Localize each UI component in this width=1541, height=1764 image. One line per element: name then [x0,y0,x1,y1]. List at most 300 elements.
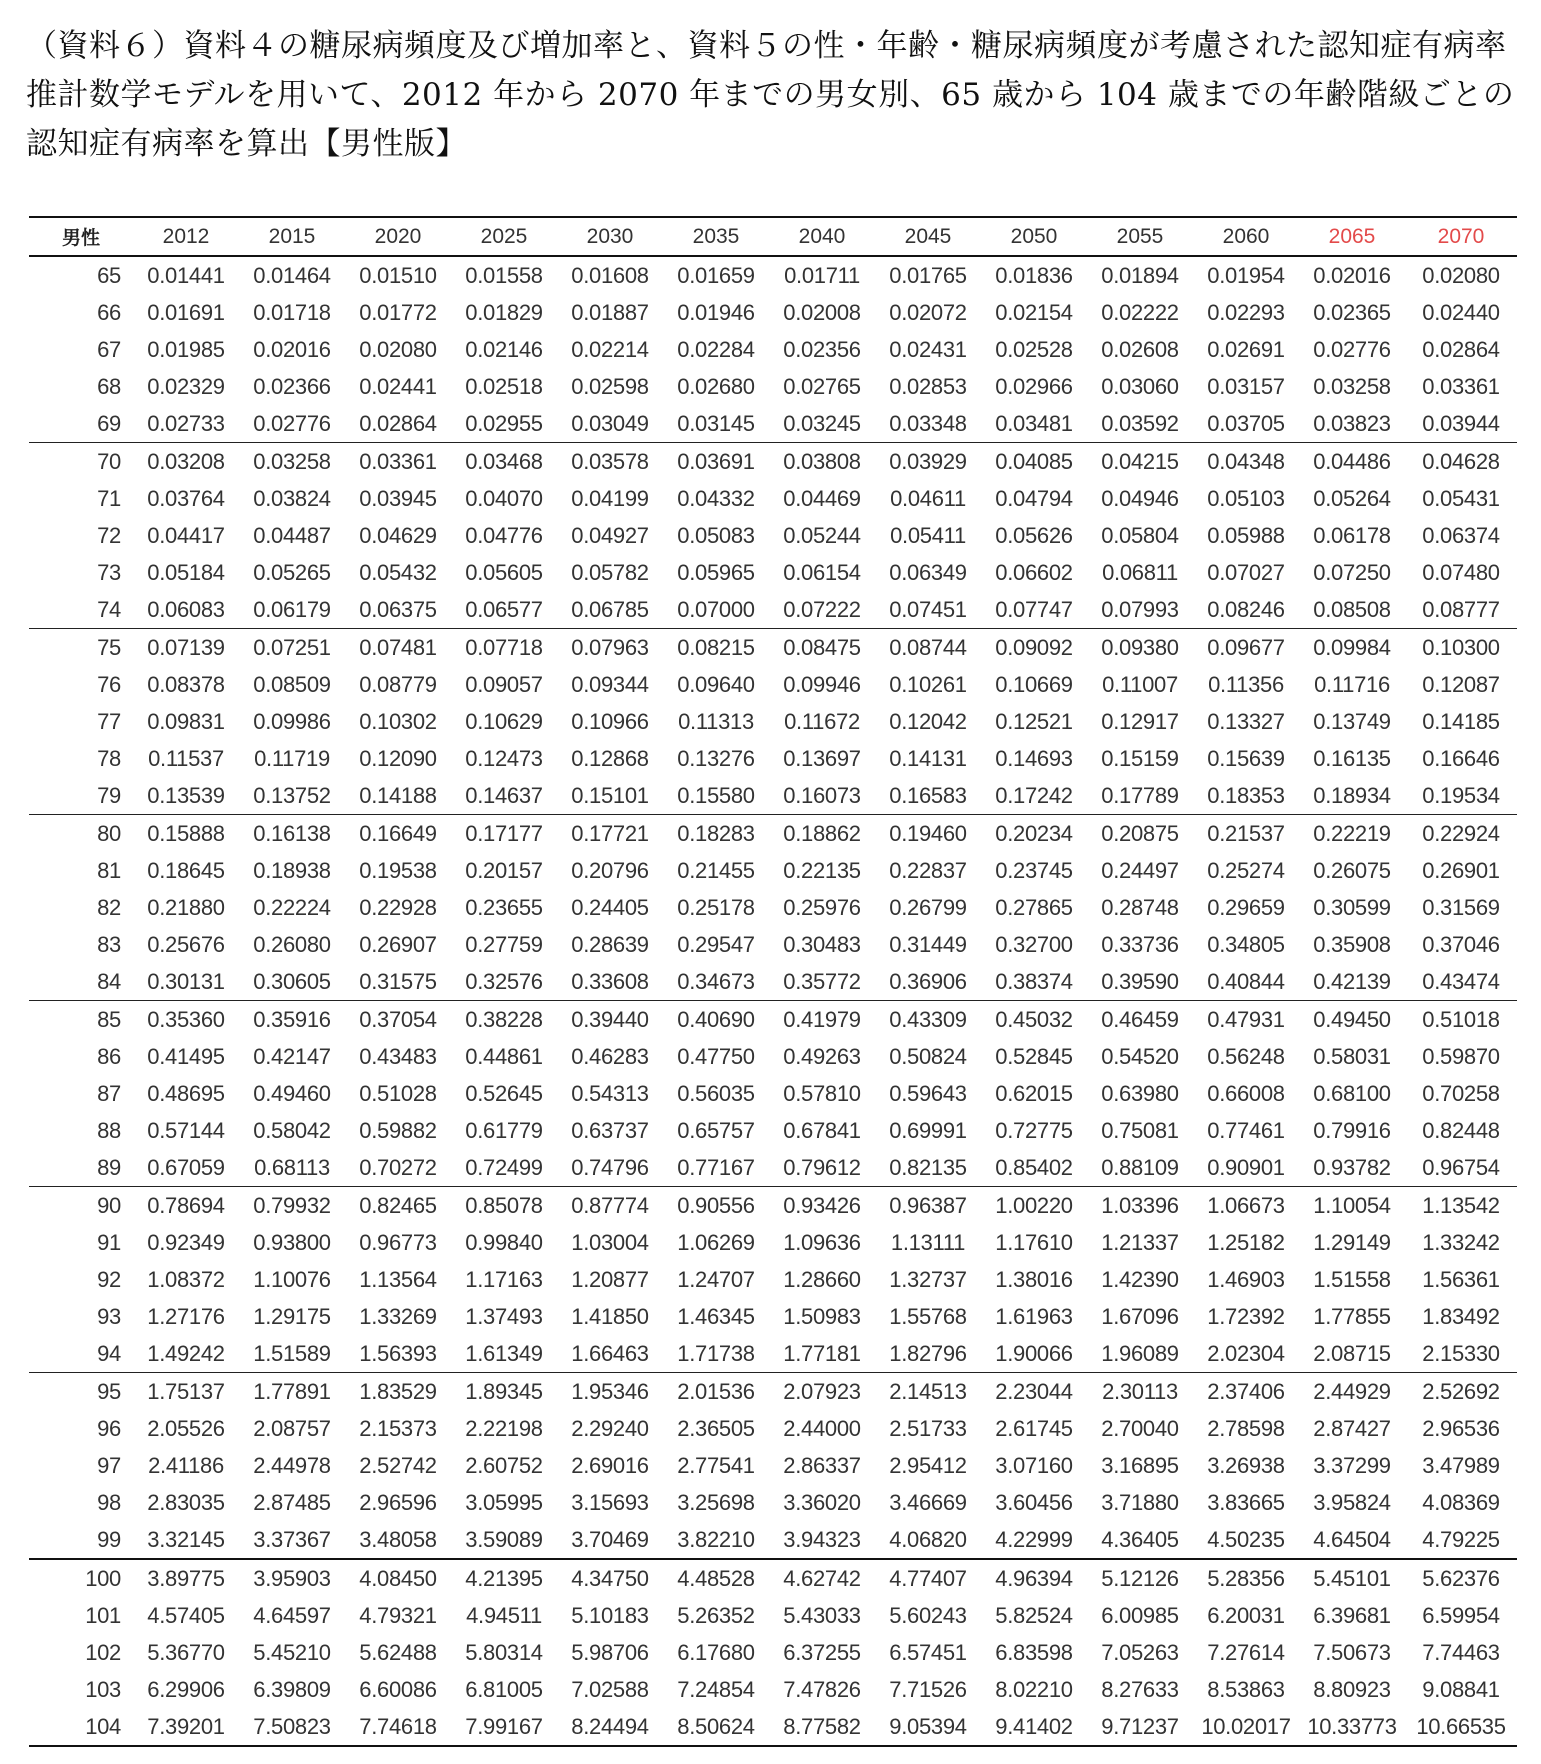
value-cell: 0.13752 [253,782,331,808]
value-cell: 0.06811 [1102,559,1178,585]
value-cell: 0.03944 [1422,410,1500,436]
year-header-2035: 2035 [663,217,769,256]
value-cell: 3.94323 [783,1526,861,1552]
value-cell: 2.15373 [359,1415,437,1441]
value-cell: 1.61963 [995,1303,1073,1329]
value-cell: 2.77541 [677,1452,755,1478]
value-cell: 10.33773 [1299,1708,1405,1746]
age-cell: 88 [97,1117,121,1143]
age-cell: 80 [29,815,133,853]
value-cell: 0.03361 [1422,373,1500,399]
value-cell: 0.49263 [783,1043,861,1069]
value-cell: 0.44861 [465,1043,543,1069]
value-cell: 5.36770 [147,1639,225,1665]
value-cell: 0.01659 [677,262,755,288]
value-cell: 1.09636 [783,1229,861,1255]
value-cell: 0.66008 [1207,1080,1285,1106]
value-cell: 3.26938 [1207,1452,1285,1478]
value-cell: 0.96387 [875,1187,981,1225]
value-cell: 0.88109 [1101,1154,1179,1180]
value-cell: 2.87427 [1313,1415,1391,1441]
table-row [29,256,1517,294]
value-cell: 0.09640 [677,671,755,697]
value-cell: 0.19460 [875,815,981,853]
value-cell: 0.11719 [254,745,330,771]
table-row [29,1001,1517,1039]
value-cell: 0.74796 [571,1154,649,1180]
value-cell: 0.04332 [677,485,755,511]
value-cell: 0.72499 [465,1154,543,1180]
year-header-2065: 2065 [1299,217,1405,256]
value-cell: 0.04946 [1101,485,1179,511]
value-cell: 4.64504 [1313,1526,1391,1552]
value-cell: 0.06179 [253,596,331,622]
value-cell: 4.34750 [557,1559,663,1597]
value-cell: 7.39201 [133,1708,239,1746]
table-row [29,1335,1517,1373]
value-cell: 0.07963 [557,629,663,667]
value-cell: 0.14693 [995,745,1073,771]
value-cell: 0.79932 [239,1187,345,1225]
value-cell: 0.17242 [995,782,1073,808]
value-cell: 2.52692 [1405,1373,1517,1411]
value-cell: 9.41402 [981,1708,1087,1746]
value-cell: 2.44000 [783,1415,861,1441]
value-cell: 4.36405 [1101,1526,1179,1552]
age-cell: 67 [97,336,121,362]
age-cell: 91 [97,1229,121,1255]
value-cell: 0.92349 [147,1229,225,1255]
value-cell: 1.33269 [359,1303,437,1329]
age-cell: 75 [29,629,133,667]
value-cell: 8.53863 [1207,1676,1285,1702]
value-cell: 0.02608 [1101,336,1179,362]
value-cell: 5.43033 [783,1602,861,1628]
value-cell: 0.67841 [783,1117,861,1143]
value-cell: 1.33242 [1422,1229,1500,1255]
value-cell: 0.11537 [148,745,224,771]
value-cell: 0.22924 [1405,815,1517,853]
table-row [29,1410,1517,1447]
value-cell: 0.01464 [253,262,331,288]
value-cell: 3.95903 [239,1559,345,1597]
table-row [29,740,1517,777]
value-cell: 5.28356 [1193,1559,1299,1597]
value-cell: 4.08369 [1422,1489,1500,1515]
table-row [29,777,1517,815]
value-cell: 0.02016 [1313,262,1391,288]
value-cell: 0.13327 [1207,708,1285,734]
value-cell: 0.07480 [1422,559,1500,585]
age-cell: 82 [97,894,121,920]
table-row [29,1112,1517,1149]
value-cell: 0.01954 [1207,262,1285,288]
table-row [29,1671,1517,1708]
value-cell: 0.02680 [677,373,755,399]
value-cell: 0.30599 [1313,894,1391,920]
year-header-2015: 2015 [239,217,345,256]
value-cell: 7.47826 [783,1676,861,1702]
value-cell: 0.03481 [995,410,1073,436]
value-cell: 0.02853 [889,373,967,399]
table-row [29,1521,1517,1559]
value-cell: 0.05965 [677,559,755,585]
value-cell: 3.25698 [677,1489,755,1515]
age-cell: 100 [29,1559,133,1597]
value-cell: 0.08215 [663,629,769,667]
value-cell: 0.04417 [147,522,225,548]
value-cell: 0.41495 [147,1043,225,1069]
value-cell: 0.13276 [677,745,755,771]
value-cell: 1.56393 [359,1340,437,1366]
value-cell: 0.85402 [995,1154,1073,1180]
value-cell: 0.03208 [133,443,239,481]
value-cell: 0.35908 [1313,931,1391,957]
value-cell: 0.03361 [345,443,451,481]
value-cell: 0.02765 [783,373,861,399]
value-cell: 0.06349 [889,559,967,585]
value-cell: 0.08509 [253,671,331,697]
value-cell: 4.96394 [981,1559,1087,1597]
value-cell: 0.40844 [1207,968,1285,994]
value-cell: 0.05782 [571,559,649,585]
value-cell: 0.01985 [147,336,225,362]
value-cell: 0.17789 [1101,782,1179,808]
corner-label: 男性 [29,217,133,256]
value-cell: 0.01608 [571,262,649,288]
value-cell: 0.01772 [359,299,437,325]
value-cell: 0.03691 [663,443,769,481]
value-cell: 1.77855 [1313,1303,1391,1329]
age-cell: 77 [97,708,121,734]
value-cell: 0.87774 [557,1187,663,1225]
value-cell: 0.04611 [890,485,966,511]
value-cell: 0.01836 [995,262,1073,288]
value-cell: 0.18645 [147,857,225,883]
value-cell: 0.54313 [571,1080,649,1106]
value-cell: 1.61349 [465,1340,543,1366]
value-cell: 0.21537 [1193,815,1299,853]
age-cell: 66 [97,299,121,325]
value-cell: 8.24494 [557,1708,663,1746]
value-cell: 0.02080 [1422,262,1500,288]
value-cell: 0.51018 [1405,1001,1517,1039]
age-cell: 95 [29,1373,133,1411]
year-header-2060: 2060 [1193,217,1299,256]
value-cell: 0.03245 [783,410,861,436]
value-cell: 0.30605 [253,968,331,994]
value-cell: 0.34805 [1207,931,1285,957]
value-cell: 6.83598 [995,1639,1073,1665]
age-cell: 86 [97,1043,121,1069]
age-cell: 97 [97,1452,121,1478]
value-cell: 0.02431 [889,336,967,362]
age-cell: 101 [85,1602,121,1628]
value-cell: 7.99167 [451,1708,557,1746]
value-cell: 7.24854 [677,1676,755,1702]
value-cell: 0.99840 [465,1229,543,1255]
age-cell: 102 [85,1639,121,1665]
value-cell: 0.04927 [571,522,649,548]
age-cell: 78 [97,745,121,771]
value-cell: 0.04469 [783,485,861,511]
age-cell: 70 [29,443,133,481]
value-cell: 0.82465 [345,1187,451,1225]
value-cell: 0.02955 [465,410,543,436]
age-cell: 92 [97,1266,121,1292]
age-cell: 65 [97,262,121,288]
value-cell: 6.39681 [1313,1602,1391,1628]
value-cell: 0.06375 [359,596,437,622]
value-cell: 0.02080 [359,336,437,362]
value-cell: 2.70040 [1101,1415,1179,1441]
value-cell: 0.04628 [1405,443,1517,481]
prevalence-table [29,216,1517,1747]
value-cell: 0.14188 [359,782,437,808]
value-cell: 3.46669 [889,1489,967,1515]
value-cell: 2.22198 [465,1415,543,1441]
table-row [29,331,1517,368]
header-row [29,217,1517,256]
value-cell: 1.37493 [465,1303,543,1329]
value-cell: 3.70469 [571,1526,649,1552]
value-cell: 1.27176 [147,1303,225,1329]
value-cell: 0.57810 [783,1080,861,1106]
value-cell: 1.13542 [1405,1187,1517,1225]
value-cell: 5.62376 [1405,1559,1517,1597]
value-cell: 0.11672 [784,708,860,734]
value-cell: 0.15159 [1101,745,1179,771]
value-cell: 0.10300 [1405,629,1517,667]
value-cell: 0.42139 [1313,968,1391,994]
value-cell: 0.39590 [1101,968,1179,994]
value-cell: 1.32737 [889,1266,967,1292]
value-cell: 0.22219 [1299,815,1405,853]
value-cell: 4.79225 [1422,1526,1500,1552]
value-cell: 0.50824 [889,1043,967,1069]
value-cell: 0.03578 [557,443,663,481]
table-row [29,1597,1517,1634]
value-cell: 6.29906 [147,1676,225,1702]
value-cell: 0.05626 [995,522,1073,548]
table-row [29,629,1517,667]
value-cell: 2.23044 [981,1373,1087,1411]
value-cell: 0.26799 [889,894,967,920]
value-cell: 4.94511 [466,1602,542,1628]
value-cell: 0.03823 [1313,410,1391,436]
value-cell: 0.65757 [677,1117,755,1143]
value-cell: 2.14513 [875,1373,981,1411]
table-row [29,852,1517,889]
age-cell: 93 [97,1303,121,1329]
value-cell: 5.80314 [465,1639,543,1665]
value-cell: 1.20877 [571,1266,649,1292]
value-cell: 0.06154 [783,559,861,585]
value-cell: 0.01946 [677,299,755,325]
value-cell: 8.27633 [1101,1676,1179,1702]
value-cell: 0.07718 [451,629,557,667]
value-cell: 0.03348 [889,410,967,436]
value-cell: 6.39809 [253,1676,331,1702]
value-cell: 1.89345 [451,1373,557,1411]
value-cell: 5.10183 [571,1602,649,1628]
value-cell: 1.06673 [1193,1187,1299,1225]
value-cell: 0.79916 [1313,1117,1391,1143]
value-cell: 0.85078 [451,1187,557,1225]
value-cell: 0.03157 [1207,373,1285,399]
value-cell: 0.11007 [1102,671,1178,697]
value-cell: 3.48058 [359,1526,437,1552]
value-cell: 2.44978 [253,1452,331,1478]
table-row [29,368,1517,405]
table-row [29,554,1517,591]
value-cell: 0.03824 [253,485,331,511]
value-cell: 0.79612 [783,1154,861,1180]
value-cell: 0.04486 [1299,443,1405,481]
value-cell: 1.95346 [557,1373,663,1411]
value-cell: 0.10629 [465,708,543,734]
value-cell: 0.77461 [1207,1117,1285,1143]
value-cell: 0.59870 [1422,1043,1500,1069]
value-cell: 0.03145 [677,410,755,436]
value-cell: 1.21337 [1101,1229,1179,1255]
value-cell: 0.46283 [571,1043,649,1069]
value-cell: 1.67096 [1101,1303,1179,1329]
value-cell: 0.59643 [889,1080,967,1106]
value-cell: 0.82135 [889,1154,967,1180]
value-cell: 0.02222 [1101,299,1179,325]
value-cell: 3.37299 [1313,1452,1391,1478]
age-cell: 90 [29,1187,133,1225]
value-cell: 0.09677 [1193,629,1299,667]
value-cell: 4.57405 [147,1602,225,1628]
value-cell: 0.19538 [359,857,437,883]
age-cell: 85 [29,1001,133,1039]
value-cell: 0.12917 [1101,708,1179,734]
value-cell: 0.16138 [239,815,345,853]
value-cell: 6.57451 [889,1639,967,1665]
value-cell: 0.58042 [253,1117,331,1143]
value-cell: 1.56361 [1422,1266,1500,1292]
value-cell: 0.11356 [1208,671,1284,697]
value-cell: 0.19534 [1422,782,1500,808]
value-cell: 0.15580 [677,782,755,808]
value-cell: 0.32576 [465,968,543,994]
value-cell: 0.04199 [571,485,649,511]
value-cell: 3.60456 [995,1489,1073,1515]
value-cell: 0.68113 [254,1154,330,1180]
value-cell: 2.87485 [253,1489,331,1515]
value-cell: 0.33608 [571,968,649,994]
value-cell: 1.17163 [465,1266,543,1292]
value-cell: 1.77181 [783,1340,861,1366]
value-cell: 0.03929 [875,443,981,481]
value-cell: 1.24707 [677,1266,755,1292]
table-row [29,1149,1517,1187]
value-cell: 3.15693 [571,1489,649,1515]
value-cell: 3.82210 [677,1526,755,1552]
value-cell: 4.08450 [345,1559,451,1597]
value-cell: 3.95824 [1313,1489,1391,1515]
table-row [29,1373,1517,1411]
table-row [29,1447,1517,1484]
value-cell: 0.07027 [1207,559,1285,585]
age-cell: 79 [97,782,121,808]
value-cell: 0.28639 [571,931,649,957]
value-cell: 0.07747 [995,596,1073,622]
value-cell: 2.36505 [677,1415,755,1441]
value-cell: 3.16895 [1101,1452,1179,1478]
value-cell: 0.22837 [889,857,967,883]
document-title: （資料６）資料４の糖尿病頻度及び増加率と、資料５の性・年齢・糖尿病頻度が考慮された認知症有病率推計数学モデルを用いて、2012 年から 2070 年までの男女別、65 歳から 104 歳までの年齢階級ごとの認知症有病率を算出【男性版】 [26,28,1515,162]
value-cell: 8.77582 [769,1708,875,1746]
value-cell: 0.12521 [995,708,1073,734]
value-cell: 0.07251 [239,629,345,667]
value-cell: 2.61745 [995,1415,1073,1441]
value-cell: 0.10966 [571,708,649,734]
value-cell: 0.01691 [147,299,225,325]
value-cell: 6.20031 [1207,1602,1285,1628]
value-cell: 2.01536 [663,1373,769,1411]
value-cell: 0.27865 [995,894,1073,920]
value-cell: 0.13539 [147,782,225,808]
value-cell: 1.17610 [995,1229,1073,1255]
value-cell: 0.30131 [147,968,225,994]
value-cell: 0.29659 [1207,894,1285,920]
value-cell: 2.51733 [889,1415,967,1441]
value-cell: 2.41186 [148,1452,224,1478]
value-cell: 2.96596 [359,1489,437,1515]
value-cell: 0.05804 [1101,522,1179,548]
value-cell: 0.02864 [1422,336,1500,362]
value-cell: 1.75137 [133,1373,239,1411]
value-cell: 0.12090 [359,745,437,771]
value-cell: 0.29547 [677,931,755,957]
value-cell: 2.52742 [359,1452,437,1478]
value-cell: 0.31575 [359,968,437,994]
age-cell: 81 [97,857,121,883]
year-header-2020: 2020 [345,217,451,256]
value-cell: 4.64597 [253,1602,331,1628]
value-cell: 0.07222 [783,596,861,622]
value-cell: 0.11313 [678,708,754,734]
value-cell: 6.81005 [465,1676,543,1702]
value-cell: 0.27759 [465,931,543,957]
value-cell: 0.02284 [677,336,755,362]
value-cell: 0.05411 [890,522,966,548]
value-cell: 1.51558 [1313,1266,1391,1292]
table-body [29,256,1517,1746]
table-row [29,815,1517,853]
value-cell: 2.29240 [571,1415,649,1441]
value-cell: 0.02154 [995,299,1073,325]
value-cell: 1.96089 [1101,1340,1179,1366]
value-cell: 10.02017 [1193,1708,1299,1746]
value-cell: 0.14637 [465,782,543,808]
value-cell: 0.35772 [783,968,861,994]
value-cell: 0.08744 [875,629,981,667]
value-cell: 1.10076 [253,1266,331,1292]
value-cell: 0.35916 [239,1001,345,1039]
value-cell: 0.12868 [571,745,649,771]
table-row [29,703,1517,740]
value-cell: 2.02304 [1207,1340,1285,1366]
value-cell: 0.02528 [995,336,1073,362]
value-cell: 0.13749 [1313,708,1391,734]
value-cell: 0.01887 [571,299,649,325]
value-cell: 1.72392 [1207,1303,1285,1329]
table-row [29,926,1517,963]
